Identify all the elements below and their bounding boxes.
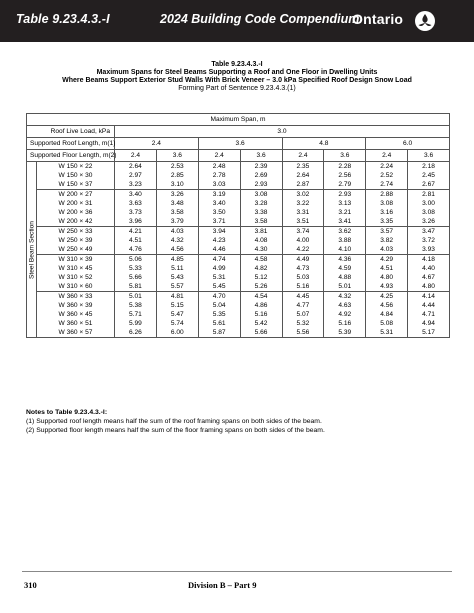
header-title: 2024 Building Code Compendium (160, 12, 360, 26)
floor-length-cell: 3.6 (240, 150, 282, 162)
floor-length-cell: 2.4 (115, 150, 157, 162)
span-value-cell: 5.06 5.33 5.66 5.81 (115, 255, 157, 292)
beam-section-cell: W 200 × 27 W 200 × 31 W 200 × 36 W 200 × 42 (37, 190, 115, 227)
floor-length-cell: 2.4 (282, 150, 324, 162)
footer-divider (22, 571, 452, 572)
section-axis-label: Steel Beam Section (28, 220, 35, 279)
roof-length-label: Supported Roof Length, m(1) (27, 138, 115, 150)
table-row (27, 162, 450, 190)
note-1: (1) Supported roof length means half the sum of the roof framing spans on both sides of the beam. (26, 418, 322, 425)
page-number: 310 (24, 580, 37, 590)
span-value-cell: 2.88 3.08 3.16 3.35 (366, 190, 408, 227)
span-value-cell: 3.08 3.28 3.38 3.58 (240, 190, 282, 227)
header-row-floor-length (27, 150, 450, 162)
span-table (26, 113, 450, 338)
ontario-wordmark: Ontario (352, 11, 404, 27)
span-value-cell: 4.03 4.32 4.56 (156, 227, 198, 255)
floor-length-label: Supported Floor Length, m(2) (27, 150, 115, 162)
roof-live-load-label: Roof Live Load, kPa (27, 126, 115, 138)
span-value-cell: 4.32 4.63 4.92 5.16 5.39 (324, 292, 366, 338)
span-value-cell: 3.40 3.63 3.73 3.96 (115, 190, 157, 227)
beam-section-cell: W 250 × 33 W 250 × 39 W 250 × 49 (37, 227, 115, 255)
span-value-cell: 4.29 4.51 4.80 4.93 (366, 255, 408, 292)
floor-length-cell: 3.6 (324, 150, 366, 162)
floor-length-cell: 2.4 (198, 150, 240, 162)
span-value-cell: 2.81 3.00 3.08 3.26 (408, 190, 450, 227)
span-value-cell: 3.19 3.40 3.50 3.71 (198, 190, 240, 227)
table-row (27, 190, 450, 227)
span-value-cell: 4.49 4.73 5.03 5.16 (282, 255, 324, 292)
span-value-cell: 4.70 5.04 5.35 5.61 5.87 (198, 292, 240, 338)
beam-section-cell: W 310 × 39 W 310 × 45 W 310 × 52 W 310 × 60 (37, 255, 115, 292)
span-value-cell: 4.18 4.40 4.67 4.80 (408, 255, 450, 292)
header-row-roof-length (27, 138, 450, 150)
span-value-cell: 4.54 4.86 5.16 5.42 5.66 (240, 292, 282, 338)
span-value-cell: 3.81 4.08 4.30 (240, 227, 282, 255)
span-value-cell: 2.24 2.52 2.74 (366, 162, 408, 190)
span-value-cell: 3.26 3.48 3.58 3.79 (156, 190, 198, 227)
table-reference: Forming Part of Sentence 9.23.4.3.(1) (178, 85, 296, 92)
table-row (27, 292, 450, 338)
table-title-line-1: Maximum Spans for Steel Beams Supporting a Roof and One Floor in Dwelling Units (96, 69, 378, 76)
table-notes (26, 408, 450, 435)
span-value-cell: 3.62 3.88 4.10 (324, 227, 366, 255)
span-value-cell: 2.39 2.69 2.93 (240, 162, 282, 190)
roof-length-cell: 6.0 (366, 138, 450, 150)
span-value-cell: 4.45 4.77 5.07 5.32 5.56 (282, 292, 324, 338)
span-value-cell: 2.93 3.13 3.21 3.41 (324, 190, 366, 227)
beam-section-cell: W 150 × 22 W 150 × 30 W 150 × 37 (37, 162, 115, 190)
span-value-cell: 5.01 5.38 5.71 5.99 6.26 (115, 292, 157, 338)
span-value-cell: 2.48 2.78 3.03 (198, 162, 240, 190)
span-value-cell: 3.74 4.00 4.22 (282, 227, 324, 255)
span-value-cell: 2.35 2.64 2.87 (282, 162, 324, 190)
table-number: Table 9.23.4.3.-I (211, 61, 263, 68)
table-titles (24, 60, 450, 93)
table-row (27, 227, 450, 255)
notes-title: Notes to Table 9.23.4.3.-I: (26, 409, 108, 416)
span-value-cell: 2.18 2.45 2.67 (408, 162, 450, 190)
span-value-cell: 3.02 3.22 3.31 3.51 (282, 190, 324, 227)
span-value-cell: 4.21 4.51 4.76 (115, 227, 157, 255)
span-value-cell: 3.47 3.72 3.93 (408, 227, 450, 255)
span-value-cell: 4.58 4.82 5.12 5.26 (240, 255, 282, 292)
span-value-cell: 4.25 4.56 4.84 5.08 5.31 (366, 292, 408, 338)
header-row-roof-live-load (27, 126, 450, 138)
table-title-line-2: Where Beams Support Exterior Stud Walls With Brick Veneer – 3.0 kPa Specified Roof Design Snow Load (62, 77, 412, 84)
division-label: Division B – Part 9 (188, 580, 257, 590)
section-axis-cell (27, 162, 37, 338)
table-row (27, 255, 450, 292)
header-table-ref: Table 9.23.4.3.-I (16, 12, 110, 26)
span-value-cell: 3.94 4.23 4.46 (198, 227, 240, 255)
span-value-cell: 4.74 4.99 5.31 5.45 (198, 255, 240, 292)
header-row-max-span (27, 114, 450, 126)
floor-length-cell: 2.4 (366, 150, 408, 162)
floor-length-cell: 3.6 (408, 150, 450, 162)
roof-length-cell: 4.8 (282, 138, 366, 150)
roof-live-load-value: 3.0 (115, 126, 450, 138)
span-value-cell: 2.28 2.56 2.79 (324, 162, 366, 190)
note-2: (2) Supported floor length means half the sum of the floor framing spans on both sides of the beam. (26, 427, 325, 434)
max-span-header: Maximum Span, m (27, 114, 450, 126)
span-value-cell: 4.36 4.59 4.88 5.01 (324, 255, 366, 292)
floor-length-cell: 3.6 (156, 150, 198, 162)
page-header (0, 0, 474, 42)
ontario-trillium-icon (414, 10, 436, 32)
span-value-cell: 4.14 4.44 4.71 4.94 5.17 (408, 292, 450, 338)
beam-section-cell: W 360 × 33 W 360 × 39 W 360 × 45 W 360 × 51 W 360 × 57 (37, 292, 115, 338)
span-value-cell: 4.81 5.15 5.47 5.74 6.00 (156, 292, 198, 338)
span-value-cell: 2.64 2.97 3.23 (115, 162, 157, 190)
roof-length-cell: 2.4 (115, 138, 199, 150)
roof-length-cell: 3.6 (198, 138, 282, 150)
span-value-cell: 2.53 2.85 3.10 (156, 162, 198, 190)
span-value-cell: 4.85 5.11 5.43 5.57 (156, 255, 198, 292)
span-value-cell: 3.57 3.82 4.03 (366, 227, 408, 255)
